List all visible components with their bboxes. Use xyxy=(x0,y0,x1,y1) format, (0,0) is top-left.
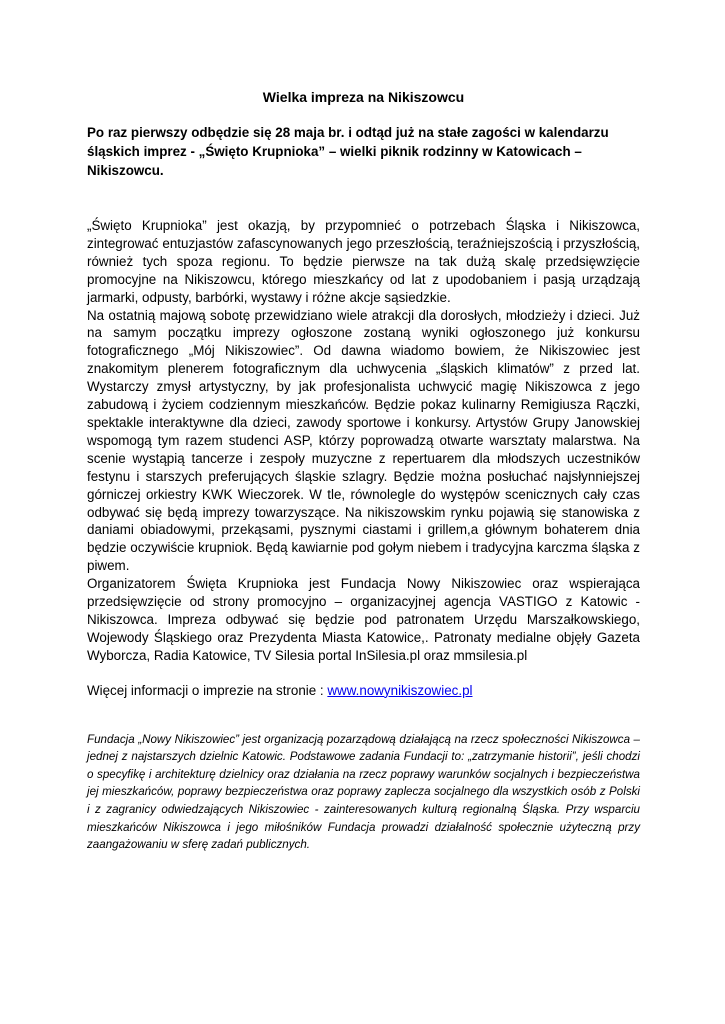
paragraph-intro: „Święto Krupnioka” jest okazją, by przypomnieć o potrzebach Śląska i Nikiszowca, zintegrować entuzjastów zafascynowanych jego przeszłością, teraźniejszością i przyszłością, również tych spoza regionu. To będzie pierwsze na tak dużą skalę przedsięwzięcie promocyjne na Nikiszowcu, którego mieszkańcy od lat z upodobaniem i pasją urządzają jarmarki, odpusty, barbórki, wystawy i różne akcje sąsiedzkie. xyxy=(87,218,640,305)
website-link[interactable]: www.nowynikiszowiec.pl xyxy=(327,682,473,698)
foundation-note: Fundacja „Nowy Nikiszowiec” jest organizacją pozarządową działającą na rzecz społeczności Nikiszowca – jednej z najstarszych dzielnic Katowic. Podstawowe zadania Fundacji to: „zatrzymanie historii”, jeśli chodzi o specyfikę i architekturę dzielnicy oraz działania na rzecz poprawy warunków socjalnych i bezpieczeństwa jej mieszkańców, poprawy bezpieczeństwa oraz poprawy zaplecza socjalnego dla wszystkich osób z Polski i z zagranicy odwiedzających Nikiszowiec - zainteresowanych kulturą regionalną Śląska. Przy wsparciu mieszkańców Nikiszowca i jego miłośników Fundacja prowadzi działalność społecznie użyteczną przy zaangażowaniu w sferę zadań publicznych. xyxy=(87,732,640,852)
more-info-text: Więcej informacji o imprezie na stronie : xyxy=(87,682,328,698)
paragraph-organizers: Organizatorem Święta Krupnioka jest Fundacja Nowy Nikiszowiec oraz wspierająca przedsięwzięcie od strony promocyjno – organizacyjnej agencja VASTIGO z Katowic - Nikiszowca. Impreza odbywać się będzie pod patronatem Urzędu Marszałkowskiego, Wojewody Śląskiego oraz Prezydenta Miasta Katowice,. Patronaty medialne objęły Gazeta Wyborcza, Radia Katowice, TV Silesia portal InSilesia.pl oraz mmsilesia.pl xyxy=(87,576,640,663)
more-info-line xyxy=(87,682,640,700)
article-body xyxy=(87,217,640,665)
document-page xyxy=(87,88,640,854)
lead-paragraph: Po raz pierwszy odbędzie się 28 maja br. i odtąd już na stałe zagości w kalendarzu śląskich imprez - „Święto Krupnioka” – wielki piknik rodzinny w Katowicach – Nikiszowcu. xyxy=(87,125,609,178)
paragraph-attractions: Na ostatnią majową sobotę przewidziano wiele atrakcji dla dorosłych, młodzieży i dzieci. Już na samym początku imprezy ogłoszone zostaną wyniki ogłoszonego już konkursu fotograficznego „Mój Nikiszowiec”. Od dawna wiadomo bowiem, że Nikiszowiec jest znakomitym plenerem fotograficznym dla uchwycenia „śląskich klimatów” z przed lat. Wystarczy zmysł artystyczny, by jak profesjonalista uchwycić magię Nikiszowca z jego zabudową i życiem codziennym mieszkańców. Będzie pokaz kulinarny Remigiusza Rączki, spektakle interaktywne dla dzieci, zawody sportowe i konkursy. Artystów Grupy Janowskiej wspomogą tym razem studenci ASP, którzy poprowadzą otwarte warsztaty malarstwa. Na scenie wystąpią tancerze i zespoły muzyczne z repertuarem dla młodszych uczestników festynu i starszych preferujących śląskie szlagry. Będzie można posłuchać najsłynniejszej górniczej orkiestry KWK Wieczorek. W tle, równolegle do występów scenicznych cały czas odbywać się będą imprezy towarzyszące. Na nikiszowskim rynku pojawią się stanowiska z daniami obiadowymi, przekąsami, pysznymi ciastami i grillem,a głównym bohaterem dnia będzie oczywiście krupniok. Będą kawiarnie pod gołym niebem i tradycyjna karczma śląska z piwem. xyxy=(87,307,640,574)
document-title: Wielka impreza na Nikiszowcu xyxy=(262,89,465,105)
